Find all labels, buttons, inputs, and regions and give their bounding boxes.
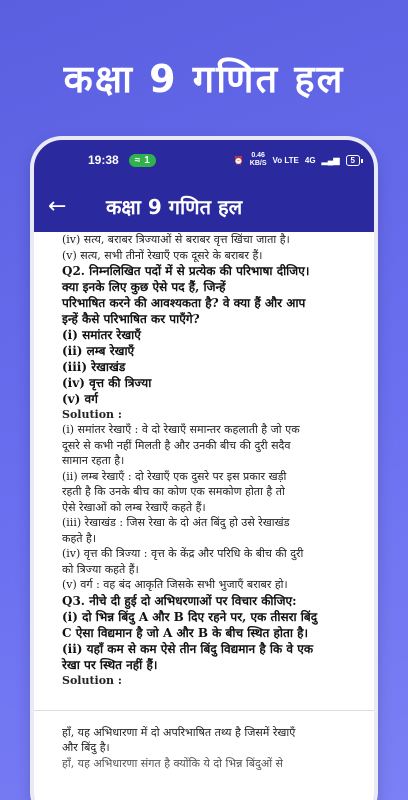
- text-line: रहती है कि उनके बीच का कोण एक समकोण होता है तो: [62, 485, 285, 498]
- status-indicators: [234, 152, 360, 168]
- question-line: (i) दो भिन्न बिंदु A और B दिए रहने पर, एक तीसरा बिंदु: [62, 609, 318, 624]
- solution-content: [34, 232, 374, 688]
- signal-type: 4G: [304, 155, 316, 165]
- question-line: C ऐसा विद्यमान है जो A और B के बीच स्थित होता है।: [62, 625, 309, 640]
- question-line: परिभाषित करने की आवश्यकता है? वे क्या हैं और आप: [62, 296, 306, 310]
- answer-line: और बिंदु है।: [62, 741, 110, 754]
- text-line: (ii) लम्ब रेखाएँ : दो रेखाएँ एक दुसरे पर इस प्रकार खड़ी: [62, 469, 287, 483]
- question-line: (iv) वृत्त की त्रिज्या: [62, 376, 152, 390]
- text-line: सामान रहता है।: [62, 454, 125, 467]
- phone-frame: [34, 140, 374, 800]
- text-line: (v) वर्ग : वह बंद आकृति जिसके सभी भुजाएँ बराबर हो।: [62, 578, 288, 591]
- promo-title: कक्षा 9 गणित हल: [63, 57, 345, 101]
- network-type: Vo LTE: [272, 155, 299, 165]
- text-line: कहते है।: [62, 531, 97, 545]
- question-line: (ii) यहाँ कम से कम ऐसे तीन बिंदु विद्यमान है कि वे एक: [62, 641, 314, 656]
- question-line: Q2. निम्नलिखित पदों में से प्रत्येक की परिभाषा दीजिए।: [62, 264, 310, 278]
- back-arrow-icon[interactable]: ←: [48, 193, 67, 219]
- text-line: (iii) रेखाखंड : जिस रेखा के दो अंत बिंदु हो उसे रेखाखंड: [62, 516, 290, 529]
- answer-line-cut: हाँ, यह अभिधारणा संगत है क्योंकि ये दो भिन्न बिंदुओं से: [62, 756, 283, 770]
- question-line: Q3. नीचे दी हुई दो अभिधरणाओं पर विचार कीजिए:: [62, 593, 297, 608]
- text-line: (iv) वृत्त की त्रिज्या : वृत्त के केंद्र और परिधि के बीच की दुरी: [62, 547, 304, 560]
- net-speed-unit: KB/S: [249, 160, 267, 167]
- question-line: (v) वर्ग: [62, 392, 98, 406]
- text-line: दूसरे से कभी नहीं मिलती है और उनकी बीच की दुरी सदैव: [62, 438, 291, 452]
- text-line: ऐसे रेखाओं को लम्ब रेखाएँ कहते हैं।: [62, 500, 206, 514]
- app-title: कक्षा 9 गणित हल: [106, 194, 243, 219]
- wifi-icon: ≈: [134, 154, 141, 166]
- app-bar: [34, 180, 374, 232]
- question-line: इन्हें कैसे परिभाषित कर पाएँगे?: [62, 312, 200, 326]
- solution-label: Solution :: [62, 673, 122, 687]
- next-section-content: [34, 710, 374, 770]
- battery-level: 5: [350, 155, 355, 165]
- question-line: (ii) लम्ब रेखाएँ: [62, 344, 135, 358]
- battery-icon: [346, 155, 360, 166]
- alarm-icon: ⏰: [233, 155, 244, 165]
- net-speed-value: 0.46: [251, 152, 265, 159]
- section-divider-space: [34, 688, 374, 710]
- question-line: क्या इनके लिए कुछ ऐसे पद हैं, जिन्हें: [62, 280, 226, 294]
- signal-icon: ▂▄▆: [321, 155, 340, 165]
- status-bar: [34, 140, 374, 180]
- status-time: 19:38: [88, 153, 119, 167]
- question-line: (iii) रेखाखंड: [62, 360, 126, 374]
- wifi-hotspot-indicator: [129, 154, 156, 167]
- text-line: (v) सत्य, सभी तीनों रेखाएँ एक दूसरे के बराबर हैं।: [62, 248, 263, 262]
- question-line: रेखा पर स्थित नहीं हैं।: [62, 657, 158, 672]
- text-line: (iv) सत्य, बराबर त्रिज्याओं से बराबर वृत्त खिंचा जाता है।: [62, 233, 290, 246]
- solution-label: Solution :: [62, 408, 122, 421]
- wifi-count: 1: [144, 154, 150, 166]
- question-line: (i) समांतर रेखाएँ: [62, 328, 141, 342]
- net-speed: [250, 152, 267, 168]
- text-line: (i) समांतर रेखाएँ : वे दो रेखाएँ समान्तर कहलाती है जो एक: [62, 423, 300, 436]
- text-line: को त्रिज्या कहते हैं।: [62, 562, 139, 576]
- answer-line: हाँ, यह अभिधारणा में दो अपरिभाषित तथ्य है जिसमें रेखाएँ: [62, 725, 296, 739]
